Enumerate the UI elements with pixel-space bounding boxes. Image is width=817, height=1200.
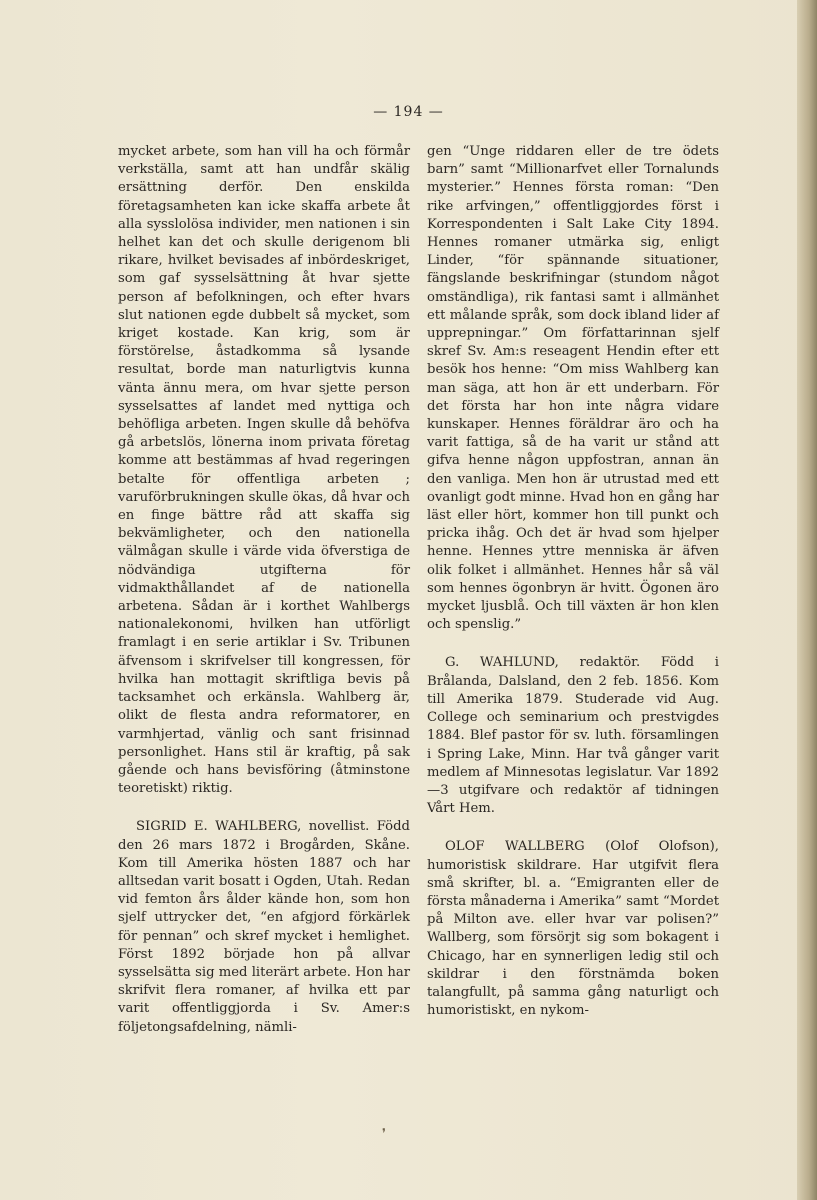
page-number: — 194 — <box>373 104 444 120</box>
paragraph-sigrid-continued: gen “Unge riddaren eller de tre ödets barn” samt “Millionarfvet eller Tornalunds mysterier.” Hennes första roman: “Den rike arfvingen,” offentliggjordes först i Korrespondenten i Salt Lake City 1894. Hennes romaner utmärka sig, enligt Linder, “för spännande situationer, fängslande beskrifningar (stundom något omständliga), rik fantasi samt i allmänhet ett målande språk, som dock ibland lider af upprepningar.” Om författarinnan sjelf skref Sv. Am:s reseagent Hendin efter ett besök hos henne: “Om miss Wahlberg kan man säga, att hon är ett underbarn. För det första har hon inte några vidare kunskaper. Hennes föräldrar äro och ha varit fattiga, så de ha varit ur stånd att gifva henne någon uppfostran, annan än den vanliga. Men hon är utrustad med ett ovanligt godt minne. Hvad hon en gång har läst eller hört, kommer hon till punkt och pricka ihåg. Och det är hvad som hjelper henne. Hennes yttre menniska är äfven olik folket i allmänhet. Hennes hår så väl som hennes ögonbryn är hvitt. Ögonen äro mycket ljusblå. Och till växten är hon klen och spenslig.” <box>427 144 719 633</box>
entry-sigrid-wahlberg: SIGRID E. WAHLBERG, novellist. Född den 26 mars 1872 i Brogården, Skåne. Kom till Amerika hösten 1887 och har alltsedan varit bosatt i Ogden, Utah. Redan vid femton års ålder kände hon, som hon sjelf uttrycker det, “en afgjord förkärlek för pennan” och skref mycket i hemlighet. Först 1892 började hon på allvar sysselsätta sig med literärt arbete. Hon har skrifvit flera romaner, af hvilka ett par varit offentliggjorda i Sv. Amer:s följetongsafdelning, nämli- <box>118 819 410 1035</box>
entry-olof-wallberg: OLOF WALLBERG (Olof Olofson), humoristisk skildrare. Har utgifvit flera små skrifter, bl. a. “Emigranten eller de första månaderna i Amerika” samt “Mordet på Milton ave. eller hvar var polisen?” Wallberg, som försörjt sig som bokagent i Chicago, har en synnerligen ledig stil och skildrar i den förstnämda boken talangfullt, på samma gång naturligt och humoristiskt, en nykom- <box>427 839 719 1019</box>
ink-mark: ❜ <box>382 1126 386 1140</box>
left-column <box>118 143 410 1037</box>
paragraph-wahlberg-economics: mycket arbete, som han vill ha och förmår verkställa, samt att han undfår skälig ersättning derför. Den enskilda företagsamheten kan icke skaffa arbete åt alla sysslolösa individer, men nationen i sin helhet kan det och skulle derigenom bli rikare, hvilket bevisades af inbördeskriget, som gaf sysselsättning åt hvar sjette person af befolkningen, och efter hvars slut nationen egde dubbelt så mycket, som kriget kostade. Kan krig, som är förstörelse, åstadkomma så lysande resultat, borde man naturligtvis kunna vänta ännu mera, om hvar sjette person sysselsattes af landet med nyttiga och behöfliga arbeten. Ingen skulle då behöfva gå arbetslös, lönerna inom privata företag komme att bestämmas af hvad regeringen betalte för offentliga arbeten ; varuförbrukningen skulle ökas, då hvar och en finge bättre råd att skaffa sig bekvämligheter, och den nationella välmågan skulle i värde vida öfverstiga de nödvändiga utgifterna för vidmakthållandet af de nationella arbetena. Sådan är i korthet Wahlbergs nationalekonomi, hvilken han utförligt framlagt i en serie artiklar i Sv. Tribunen äfvensom i skrifvelser till kongressen, för hvilka han mottagit skriftliga bevis på tacksamhet och erkänsla. Wahlberg är, olikt de flesta andra reformatorer, en varmhjertad, vänlig och sant frisinnad personlighet. Hans stil är kraftig, på sak gående och hans bevisföring (åtminstone teoretiskt) riktig. <box>118 144 410 797</box>
right-column <box>427 143 719 1020</box>
page-edge <box>797 0 817 1200</box>
entry-g-wahlund: G. WAHLUND, redaktör. Född i Brålanda, Dalsland, den 2 feb. 1856. Kom till Amerika 1879. Studerade vid Aug. College och seminarium och prestvigdes 1884. Blef pastor för sv. luth. församlingen i Spring Lake, Minn. Har två gånger varit medlem af Minnesotas legislatur. Var 1892—3 utgifvare och redaktör af tidningen Vårt Hem. <box>427 655 719 817</box>
